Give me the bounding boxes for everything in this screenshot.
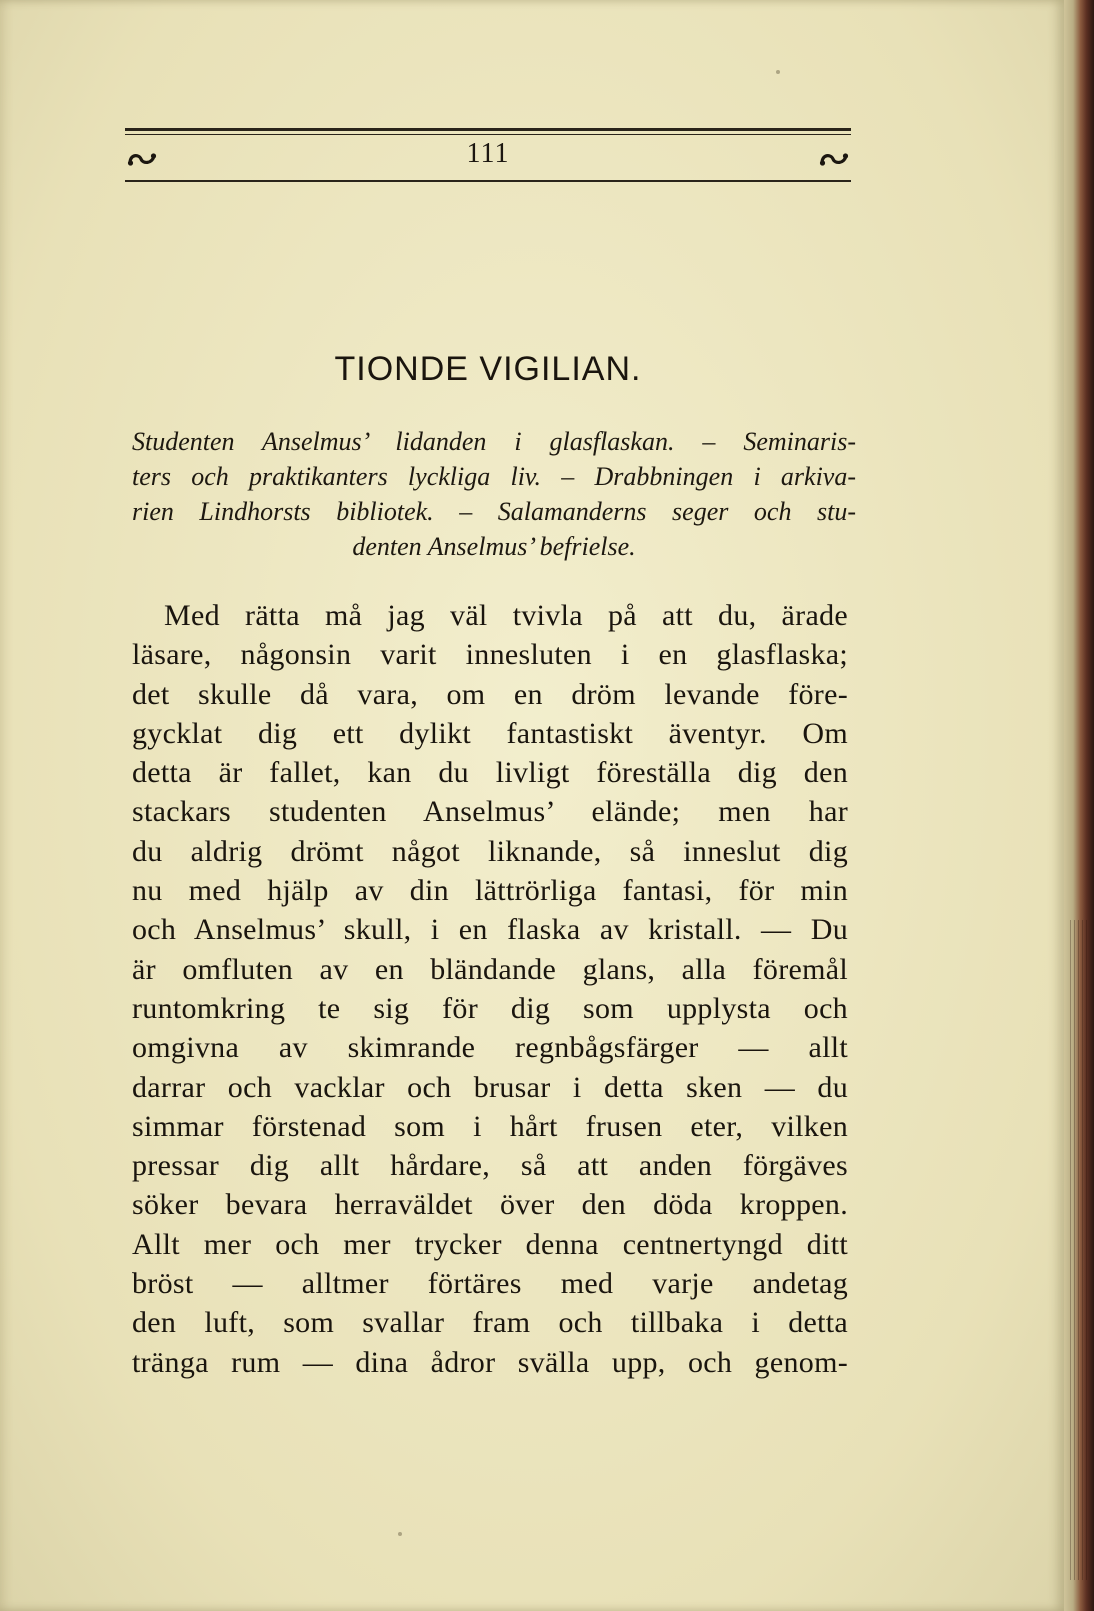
chapter-summary bbox=[132, 424, 856, 564]
body-line: simmar förstenad som i hårt frusen eter, vilken bbox=[132, 1109, 848, 1143]
body-line: tränga rum — dina ådror svälla upp, och genom- bbox=[132, 1345, 848, 1379]
body-line: det skulle då vara, om en dröm levande före- bbox=[132, 677, 848, 711]
body-line: omgivna av skimrande regnbågsfärger — allt bbox=[132, 1031, 848, 1065]
paper-speck bbox=[776, 70, 780, 74]
body-line: den luft, som svallar fram och tillbaka i detta bbox=[132, 1306, 848, 1340]
body-line: detta är fallet, kan du livligt föreställa dig den bbox=[132, 756, 848, 790]
header-rule-bottom bbox=[125, 180, 851, 182]
body-line: gycklat dig ett dylikt fantastiskt äventyr. Om bbox=[132, 716, 848, 750]
book-edge-texture bbox=[1070, 920, 1088, 1580]
header-rule-top bbox=[125, 128, 851, 131]
body-line: är omfluten av en bländande glans, alla föremål bbox=[132, 952, 848, 986]
book-edge bbox=[1064, 0, 1094, 1611]
paper-speck bbox=[398, 1532, 402, 1536]
summary-line: denten Anselmus’ befrielse. bbox=[352, 532, 636, 561]
running-header bbox=[125, 128, 851, 184]
page-number: 111 bbox=[466, 138, 510, 169]
body-line: läsare, någonsin varit innesluten i en glasflaska; bbox=[132, 638, 848, 672]
body-line: runtomkring te sig för dig som upplysta och bbox=[132, 991, 848, 1025]
scroll-ornament-icon bbox=[819, 148, 849, 170]
body-paragraph bbox=[132, 596, 848, 1382]
body-line: stackars studenten Anselmus’ elände; men har bbox=[132, 795, 848, 829]
body-line: nu med hjälp av din lättrörliga fantasi, för min bbox=[132, 874, 848, 908]
summary-line: rien Lindhorsts bibliotek. – Salamanderns seger och stu- bbox=[132, 497, 856, 526]
header-rule-top-thin bbox=[125, 134, 851, 135]
body-line: söker bevara herraväldet över den döda kroppen. bbox=[132, 1188, 848, 1222]
summary-line: ters och praktikanters lyckliga liv. – Drabbningen i arkiva- bbox=[132, 462, 856, 491]
summary-line: Studenten Anselmus’ lidanden i glasflaskan. – Seminaris- bbox=[132, 427, 856, 456]
body-line: bröst — alltmer förtäres med varje andetag bbox=[132, 1267, 848, 1301]
body-line: och Anselmus’ skull, i en flaska av kristall. — Du bbox=[132, 913, 848, 947]
body-line: du aldrig drömt något liknande, så inneslut dig bbox=[132, 834, 848, 868]
body-line: pressar dig allt hårdare, så att anden förgäves bbox=[132, 1149, 848, 1183]
body-line: darrar och vacklar och brusar i detta sken — du bbox=[132, 1070, 848, 1104]
body-line: Med rätta må jag väl tvivla på att du, ärade bbox=[164, 599, 848, 632]
chapter-title: TIONDE VIGILIAN. bbox=[334, 350, 642, 388]
body-line: Allt mer och mer trycker denna centnertyngd ditt bbox=[132, 1227, 848, 1261]
